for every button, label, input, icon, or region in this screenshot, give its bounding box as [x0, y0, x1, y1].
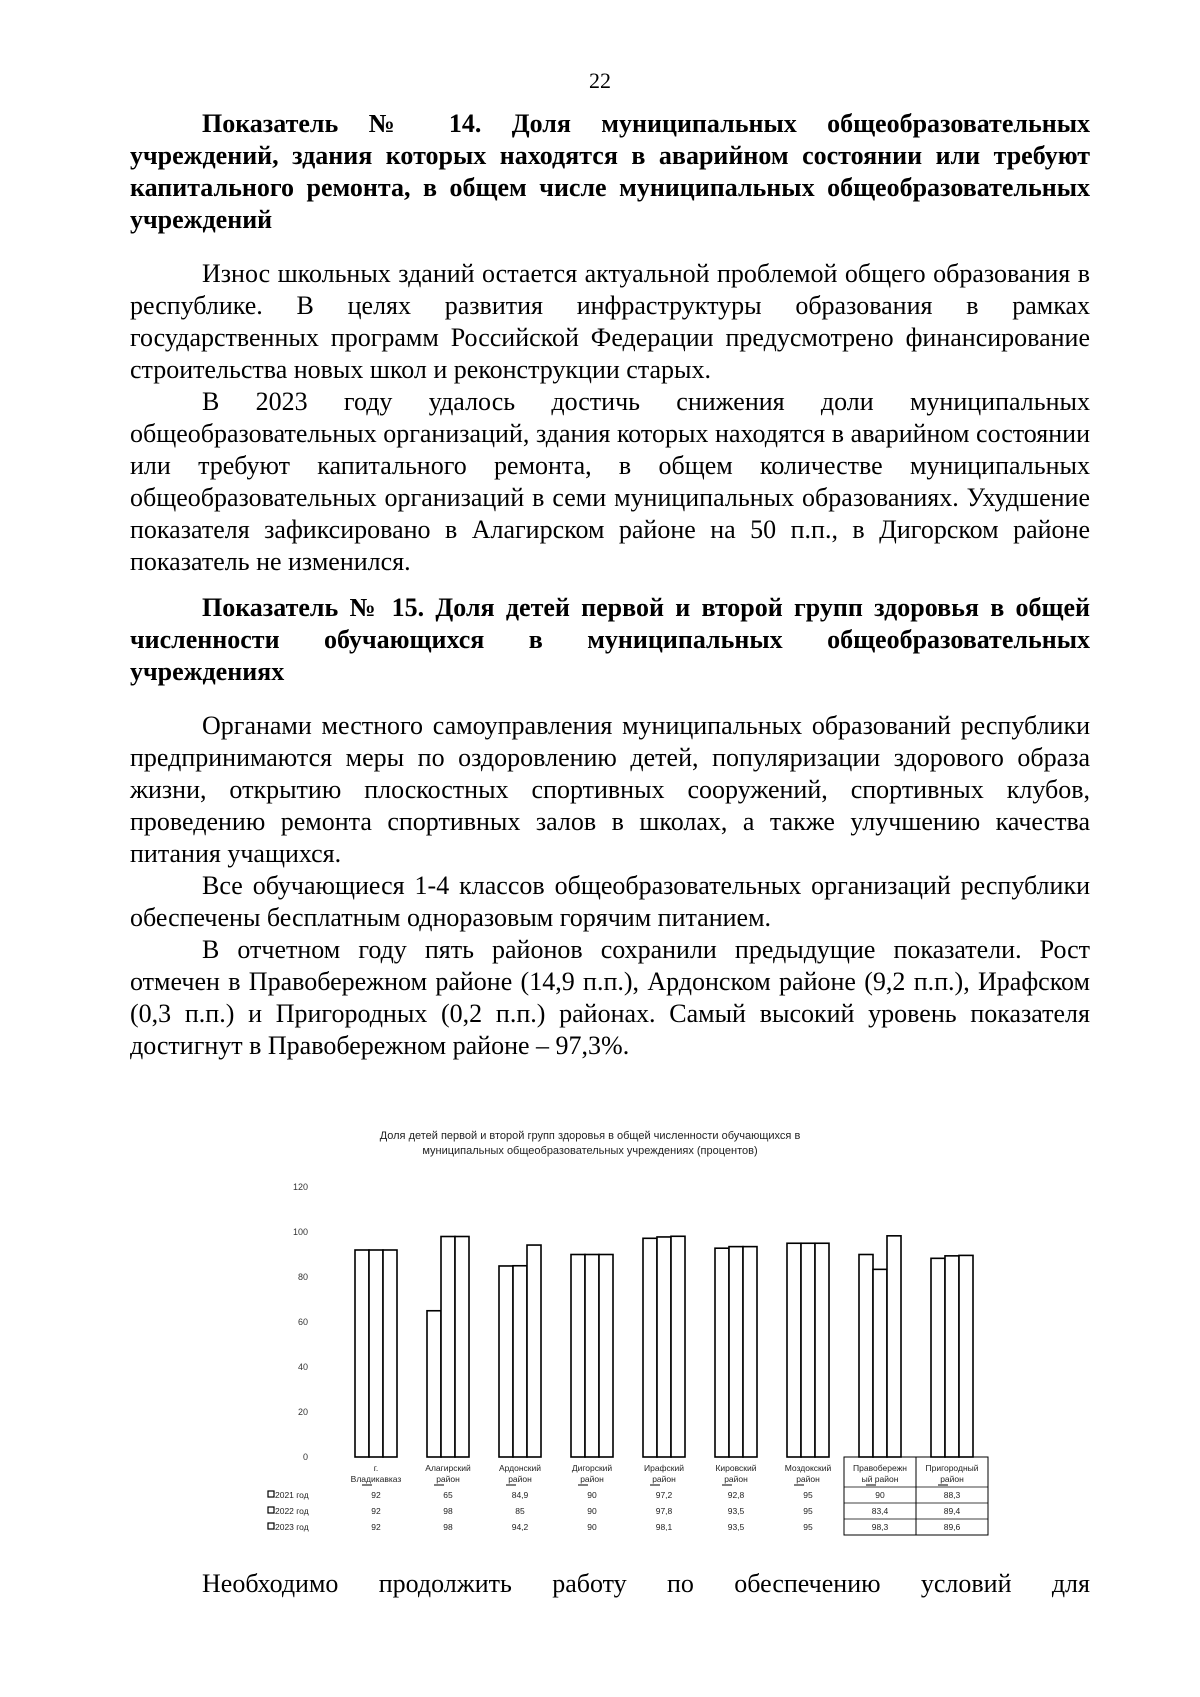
bar-2-cat-4	[585, 1255, 599, 1458]
bar-1-cat-1	[355, 1250, 369, 1457]
bar-3-cat-5	[671, 1236, 685, 1457]
category-label: ый район	[861, 1474, 899, 1484]
y-tick-label: 80	[297, 1272, 308, 1282]
data-table-value: 88,3	[943, 1490, 961, 1500]
y-tick-label: 60	[297, 1317, 308, 1327]
bar-1-cat-8	[859, 1255, 873, 1458]
section-15-paragraph-1: Органами местного самоуправления муниципальных образований республики предпринимаются меры по оздоровлению детей, популяризации здорового образа жизни, открытию плоскостных спортивных сооружений, спортивных клубов, проведению ремонта спортивных залов в школах, а также улучшению качества питания учащихся.	[130, 711, 1090, 868]
data-table-value: 98,3	[871, 1522, 889, 1532]
category-label: Ардонский	[498, 1463, 542, 1473]
bar-2-cat-5	[657, 1237, 671, 1457]
bar-3-cat-7	[815, 1243, 829, 1457]
data-table-value: 95	[803, 1490, 813, 1500]
data-table-value: 90	[587, 1506, 597, 1516]
category-label: Моздокский	[784, 1463, 832, 1473]
bar-1-cat-5	[643, 1238, 657, 1457]
category-label: район	[580, 1474, 604, 1484]
category-label: г.	[373, 1463, 379, 1473]
data-table-value: 93,5	[727, 1522, 745, 1532]
data-table-value: 90	[875, 1490, 885, 1500]
category-label: Правобережн	[853, 1463, 907, 1473]
section-15-heading: Показатель № 15. Доля детей первой и второй групп здоровья в общей численности обучающихся в муниципальных общеобразовательных учреждениях	[130, 593, 1090, 686]
bar-3-cat-8	[887, 1236, 901, 1457]
chart-title-line-2: муниципальных общеобразовательных учреждениях (процентов)	[422, 1145, 758, 1157]
category-label: район	[436, 1474, 460, 1484]
bar-2-cat-6	[729, 1247, 743, 1457]
bar-2-cat-3	[513, 1266, 527, 1457]
bar-2-cat-7	[801, 1243, 815, 1457]
closing-text: Необходимо продолжить работу по обеспечению условий для	[202, 1569, 1090, 1598]
category-label: Владикавказ	[350, 1474, 402, 1484]
data-table-value: 98	[443, 1506, 453, 1516]
category-label: район	[508, 1474, 532, 1484]
bar-3-cat-3	[527, 1245, 541, 1457]
data-table-value: 84,9	[511, 1490, 529, 1500]
category-label: Дигорский	[571, 1463, 613, 1473]
data-table-value: 83,4	[871, 1506, 889, 1516]
data-table-value: 97,2	[655, 1490, 673, 1500]
bar-3-cat-4	[599, 1255, 613, 1458]
data-table-value: 95	[803, 1522, 813, 1532]
bar-2-cat-8	[873, 1269, 887, 1457]
bar-2-cat-1	[369, 1250, 383, 1457]
legend-key-3	[268, 1523, 274, 1529]
bar-1-cat-7	[787, 1243, 801, 1457]
data-table-value: 94,2	[511, 1522, 529, 1532]
section-15-paragraph-3: В отчетном году пять районов сохранили предыдущие показатели. Рост отмечен в Правобережном районе (14,9 п.п.), Ардонском районе (9,2 п.п.), Ирафском (0,3 п.п.) и Пригородных (0,2 п.п.) районах. Самый высокий уровень показателя достигнут в Правобережном районе – 97,3%.	[130, 935, 1090, 1060]
legend-key-2	[268, 1507, 274, 1513]
data-table-value: 90	[587, 1522, 597, 1532]
data-table-value: 98	[443, 1522, 453, 1532]
bar-1-cat-9	[931, 1258, 945, 1457]
legend-label: 2022 год	[275, 1506, 309, 1516]
chart-title-line-1: Доля детей первой и второй групп здоровья в общей численности обучающихся в	[379, 1130, 801, 1142]
section-14-paragraph-2: В 2023 году удалось достичь снижения доли муниципальных общеобразовательных организаций, здания которых находятся в аварийном состоянии или требуют капитального ремонта, в общем количестве муниципальных общеобразовательных организаций в семи муниципальных образованиях. Ухудшение показателя зафиксировано в Алагирском районе на 50 п.п., в Дигорском районе показатель не изменился.	[130, 387, 1090, 576]
bar-1-cat-3	[499, 1266, 513, 1457]
data-table-value: 92	[371, 1490, 381, 1500]
bar-3-cat-2	[455, 1237, 469, 1458]
data-table-value: 97,8	[655, 1506, 673, 1516]
category-label: Кировский	[715, 1463, 757, 1473]
y-tick-label: 40	[297, 1362, 308, 1372]
data-table-value: 65	[443, 1490, 453, 1500]
y-tick-label: 20	[297, 1407, 308, 1417]
data-table-value: 95	[803, 1506, 813, 1516]
y-tick-label: 120	[292, 1182, 308, 1192]
bar-1-cat-4	[571, 1255, 585, 1458]
category-label: Ирафский	[643, 1463, 685, 1473]
bar-3-cat-1	[383, 1250, 397, 1457]
data-table-value: 92	[371, 1506, 381, 1516]
data-table-value: 90	[587, 1490, 597, 1500]
category-label: Пригородный	[925, 1463, 979, 1473]
category-label: район	[940, 1474, 964, 1484]
chart-svg	[275, 1125, 1050, 1565]
category-label: район	[796, 1474, 820, 1484]
section-14-paragraph-1: Износ школьных зданий остается актуальной проблемой общего образования в республике. В целях развития инфраструктуры образования в рамках государственных программ Российской Федерации предусмотрено финансирование строительства новых школ и реконструкции старых.	[130, 259, 1090, 384]
bar-2-cat-2	[441, 1237, 455, 1458]
bar-3-cat-9	[959, 1255, 973, 1457]
category-label: район	[724, 1474, 748, 1484]
category-label: район	[652, 1474, 676, 1484]
data-table-value: 92,8	[727, 1490, 745, 1500]
section-14-heading: Показатель № 14. Доля муниципальных общеобразовательных учреждений, здания которых находятся в аварийном состоянии или требуют капитального ремонта, в общем числе муниципальных общеобразовательных учреждений	[130, 109, 1090, 234]
data-table-value: 98,1	[655, 1522, 673, 1532]
data-table-value: 85	[515, 1506, 525, 1516]
data-table-value: 92	[371, 1522, 381, 1532]
legend-label: 2021 год	[275, 1490, 309, 1500]
legend-key-1	[268, 1491, 274, 1497]
data-table-value: 93,5	[727, 1506, 745, 1516]
y-tick-label: 100	[292, 1227, 308, 1237]
page-number: 22	[589, 68, 611, 93]
section-15-paragraph-2: Все обучающиеся 1-4 классов общеобразовательных организаций республики обеспечены бесплатным одноразовым горячим питанием.	[130, 871, 1090, 932]
legend-label: 2023 год	[275, 1522, 309, 1532]
data-table-value: 89,6	[943, 1522, 961, 1532]
bar-2-cat-9	[945, 1256, 959, 1457]
bar-1-cat-2	[427, 1311, 441, 1457]
y-tick-label: 0	[302, 1452, 308, 1462]
bar-3-cat-6	[743, 1247, 757, 1457]
data-table-value: 89,4	[943, 1506, 961, 1516]
health-groups-chart	[275, 1125, 1050, 1565]
category-label: Алагирский	[425, 1463, 471, 1473]
bar-1-cat-6	[715, 1248, 729, 1457]
